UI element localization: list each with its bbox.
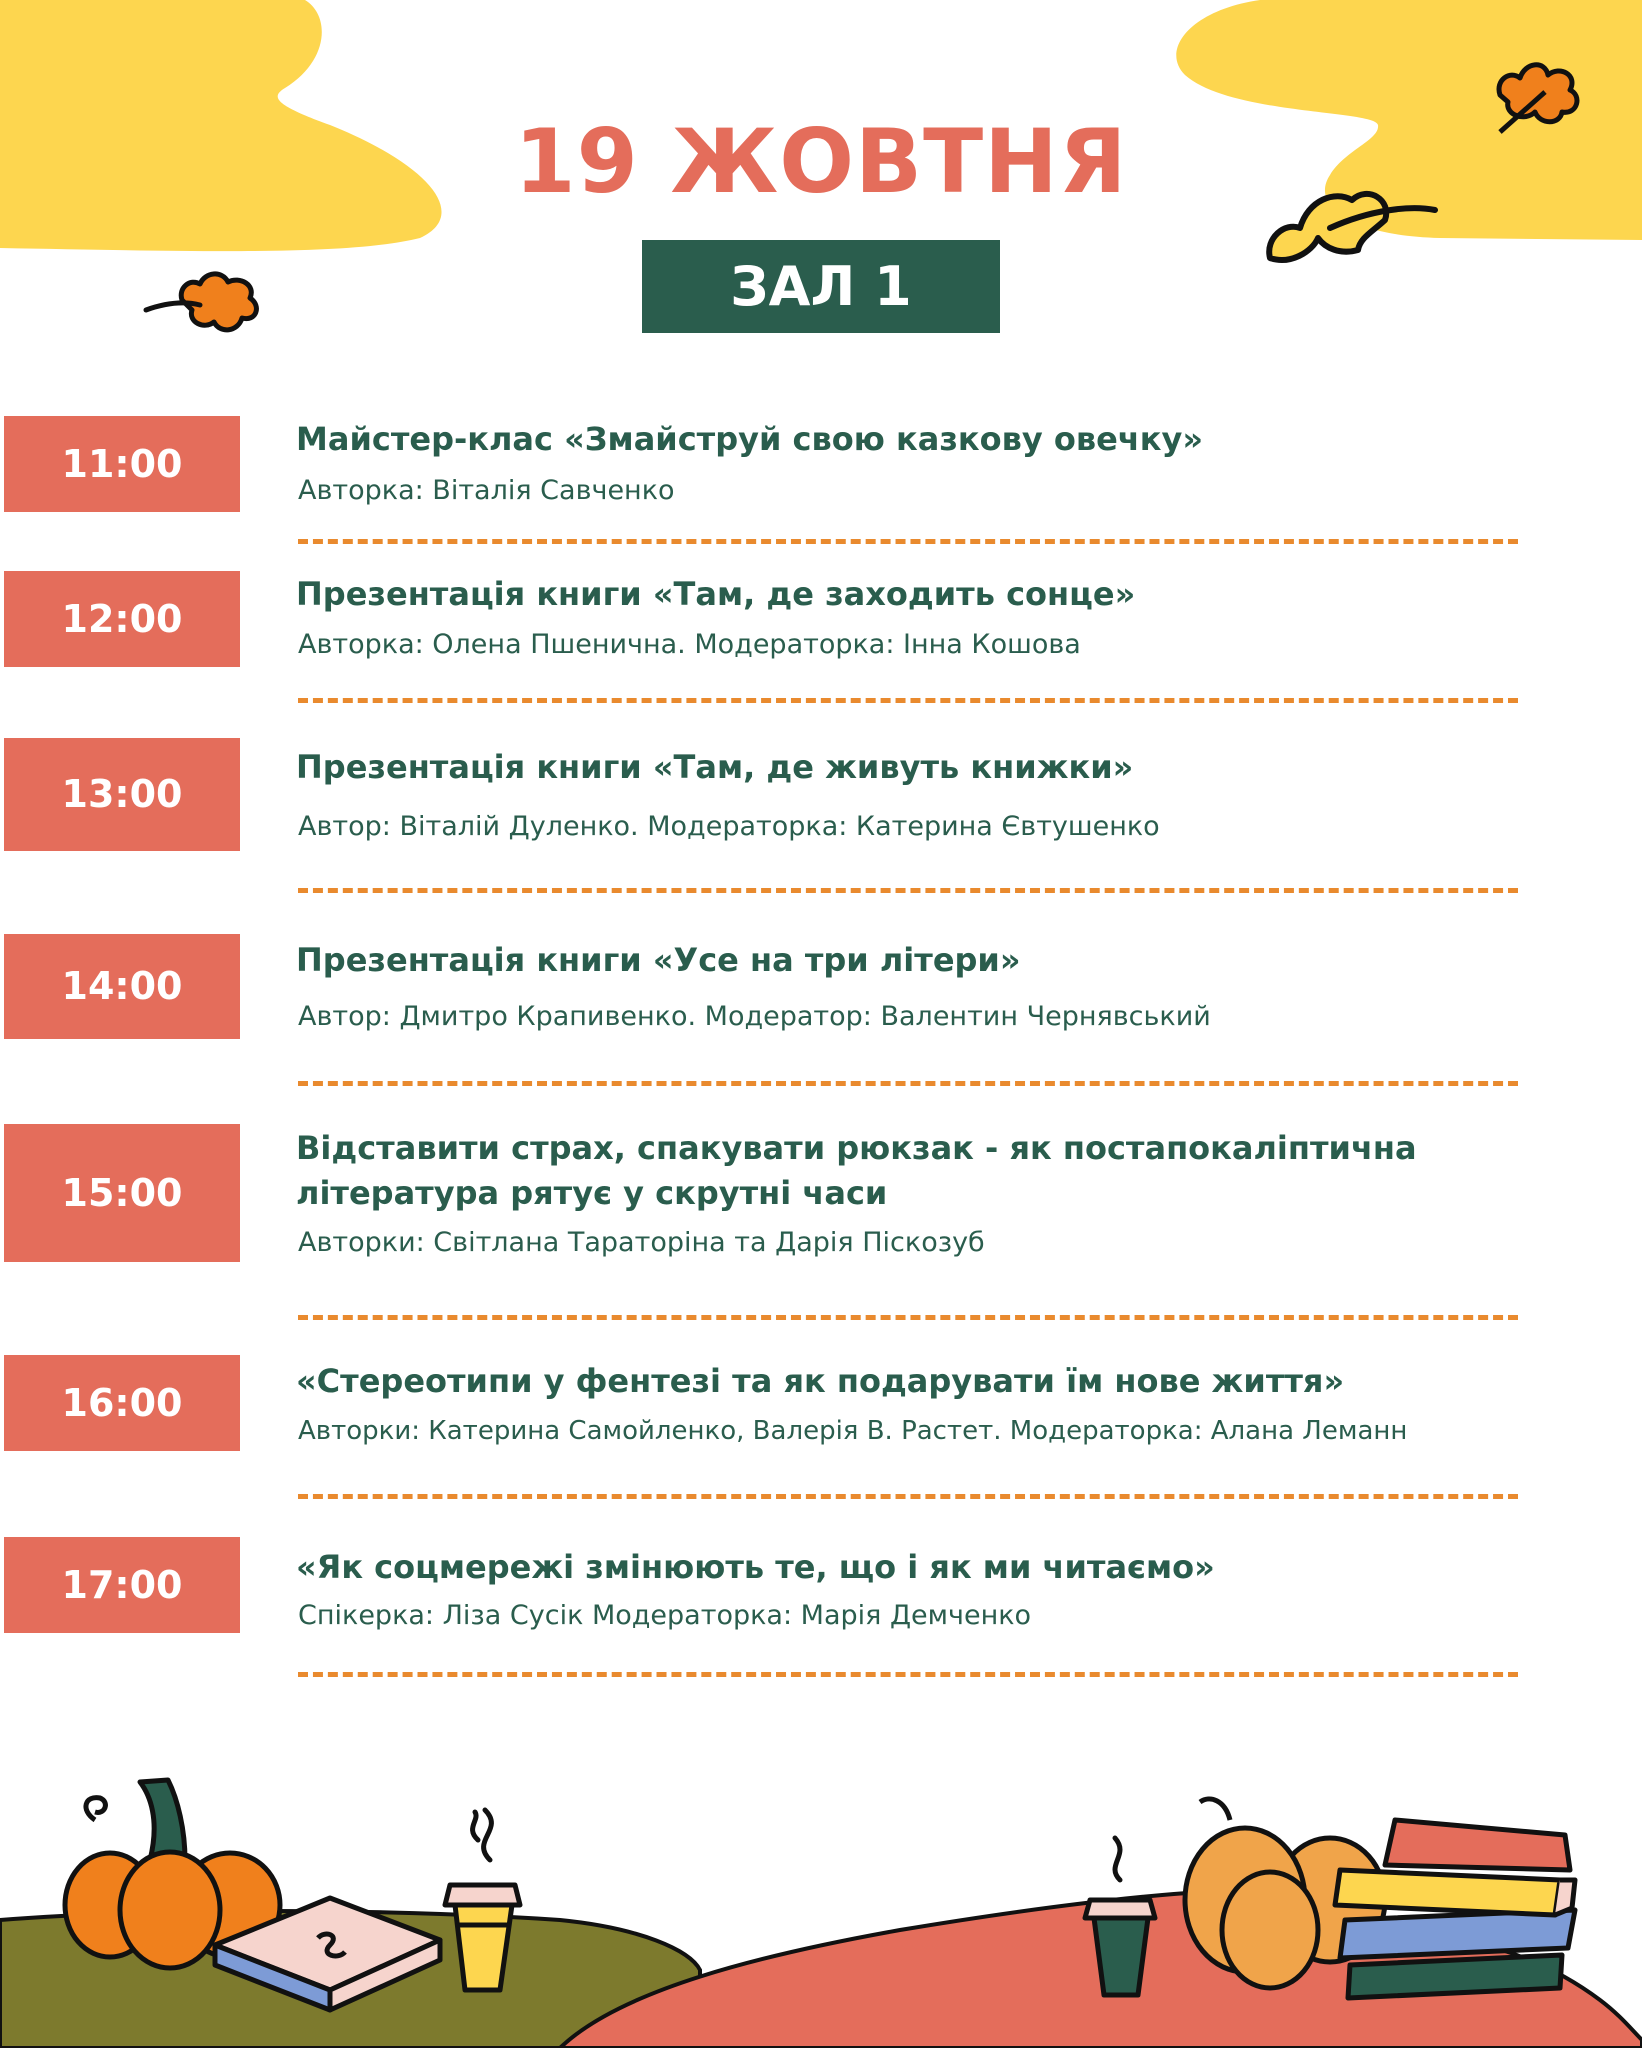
- event-subtitle: Авторки: Світлана Тараторіна та Дарія Піскозуб: [298, 1227, 985, 1258]
- event-subtitle: Спікерка: Ліза Сусік Модераторка: Марія Демченко: [298, 1600, 1032, 1631]
- event-title: Презентація книги «Там, де заходить сонце»: [296, 575, 1136, 613]
- divider: [298, 1081, 1518, 1086]
- time-badge: 15:00: [4, 1124, 240, 1262]
- time-badge: 12:00: [4, 571, 240, 667]
- divider: [298, 888, 1518, 893]
- event-subtitle: Автор: Дмитро Крапивенко. Модератор: Валентин Чернявський: [298, 1001, 1211, 1032]
- event-title: «Як соцмережі змінюють те, що і як ми читаємо»: [296, 1548, 1215, 1586]
- time-badge: 16:00: [4, 1355, 240, 1451]
- page-title: 19 ЖОВТНЯ: [514, 110, 1128, 213]
- divider: [298, 539, 1518, 544]
- event-title: «Стереотипи у фентезі та як подарувати їм нове життя»: [296, 1362, 1345, 1400]
- event-subtitle: Авторка: Віталія Савченко: [298, 475, 675, 506]
- book-stack-icon: [1335, 1820, 1575, 1998]
- time-badge: 13:00: [4, 738, 240, 851]
- hall-badge: ЗАЛ 1: [642, 240, 1000, 333]
- event-subtitle: Авторки: Катерина Самойленко, Валерія В. Растет. Модераторка: Алана Леманн: [298, 1416, 1408, 1446]
- divider: [298, 698, 1518, 703]
- leaf-icon: [146, 274, 256, 330]
- bottom-illustration: [0, 1740, 1642, 2048]
- event-title: Презентація книги «Усе на три літери»: [296, 941, 1021, 979]
- event-subtitle: Автор: Віталій Дуленко. Модераторка: Катерина Євтушенко: [298, 811, 1160, 842]
- event-title: Майстер-клас «Змайструй свою казкову овечку»: [296, 420, 1204, 458]
- event-title: Відставити страх, спакувати рюкзак - як постапокаліптична література рятує у скрутні часи: [296, 1129, 1417, 1212]
- event-title: Презентація книги «Там, де живуть книжки»: [296, 748, 1134, 786]
- time-badge: 14:00: [4, 934, 240, 1039]
- divider: [298, 1494, 1518, 1499]
- event-subtitle: Авторка: Олена Пшенична. Модераторка: Інна Кошова: [298, 629, 1081, 660]
- time-badge: 17:00: [4, 1537, 240, 1633]
- divider: [298, 1672, 1518, 1677]
- divider: [298, 1315, 1518, 1320]
- time-badge: 11:00: [4, 416, 240, 512]
